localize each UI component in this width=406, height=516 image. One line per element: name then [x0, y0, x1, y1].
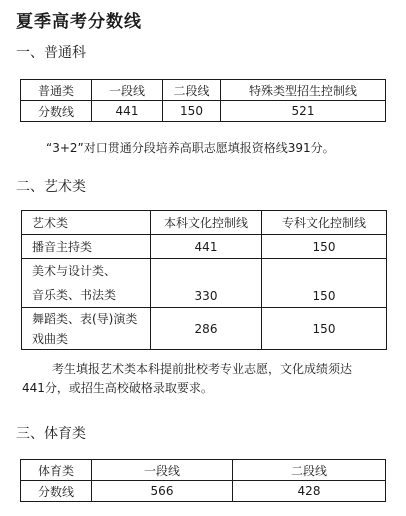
general-note: “3+2”对口贯通分段培养高职志愿填报资格线391分。 — [46, 141, 335, 155]
table-row — [22, 308, 387, 350]
table-cell: 分数线 — [21, 481, 92, 502]
row-label-line: 舞蹈类、表(导)演类 — [32, 311, 138, 326]
table-cell: 441 — [151, 235, 262, 259]
table-cell: 一段线 — [92, 80, 163, 101]
page-title: 夏季高考分数线 — [16, 12, 142, 32]
section-heading-sports: 三、体育类 — [16, 426, 86, 442]
table-cell: 二段线 — [233, 460, 386, 481]
table-cell: 专科文化控制线 — [262, 211, 387, 235]
art-note-line-1: 考生填报艺术类本科提前批校考专业志愿，文化成绩须达 — [52, 362, 353, 376]
table-row — [21, 80, 386, 101]
table-cell — [22, 235, 151, 259]
general-score-table — [20, 79, 386, 122]
table-cell: 一段线 — [92, 460, 233, 481]
table-cell: 分数线 — [21, 101, 92, 122]
art-score-table — [21, 210, 387, 350]
table-row — [21, 101, 386, 122]
table-cell: 体育类 — [21, 460, 92, 481]
table-cell: 286 — [151, 308, 262, 350]
table-cell: 150 — [262, 235, 387, 259]
row-label-line: 美术与设计类、 — [32, 264, 117, 278]
section-heading-art: 二、艺术类 — [16, 179, 86, 195]
row-label-line: 戏曲类 — [32, 331, 69, 346]
table-cell: 428 — [233, 481, 386, 502]
table-cell: 566 — [92, 481, 233, 502]
table-cell: 150 — [262, 308, 387, 350]
table-row — [21, 460, 386, 481]
sports-score-table — [20, 459, 386, 502]
table-cell: 441 — [92, 101, 163, 122]
table-cell: 艺术类 — [22, 211, 151, 235]
table-cell: 150 — [163, 101, 221, 122]
table-row — [22, 259, 387, 308]
table-cell — [22, 259, 151, 308]
table-row — [22, 211, 387, 235]
table-cell: 普通类 — [21, 80, 92, 101]
table-cell: 330 — [151, 259, 262, 308]
table-cell: 521 — [221, 101, 386, 122]
row-label-line: 音乐类、书法类 — [32, 288, 117, 302]
table-cell: 二段线 — [163, 80, 221, 101]
table-row — [21, 481, 386, 502]
table-cell: 本科文化控制线 — [151, 211, 262, 235]
table-row — [22, 235, 387, 259]
row-label: 播音主持类 — [32, 240, 93, 254]
section-heading-general: 一、普通科 — [16, 45, 86, 61]
table-cell: 150 — [262, 259, 387, 308]
table-cell — [22, 308, 151, 350]
table-cell: 特殊类型招生控制线 — [221, 80, 386, 101]
art-note-line-2: 441分，或招生高校破格录取要求。 — [22, 381, 213, 395]
